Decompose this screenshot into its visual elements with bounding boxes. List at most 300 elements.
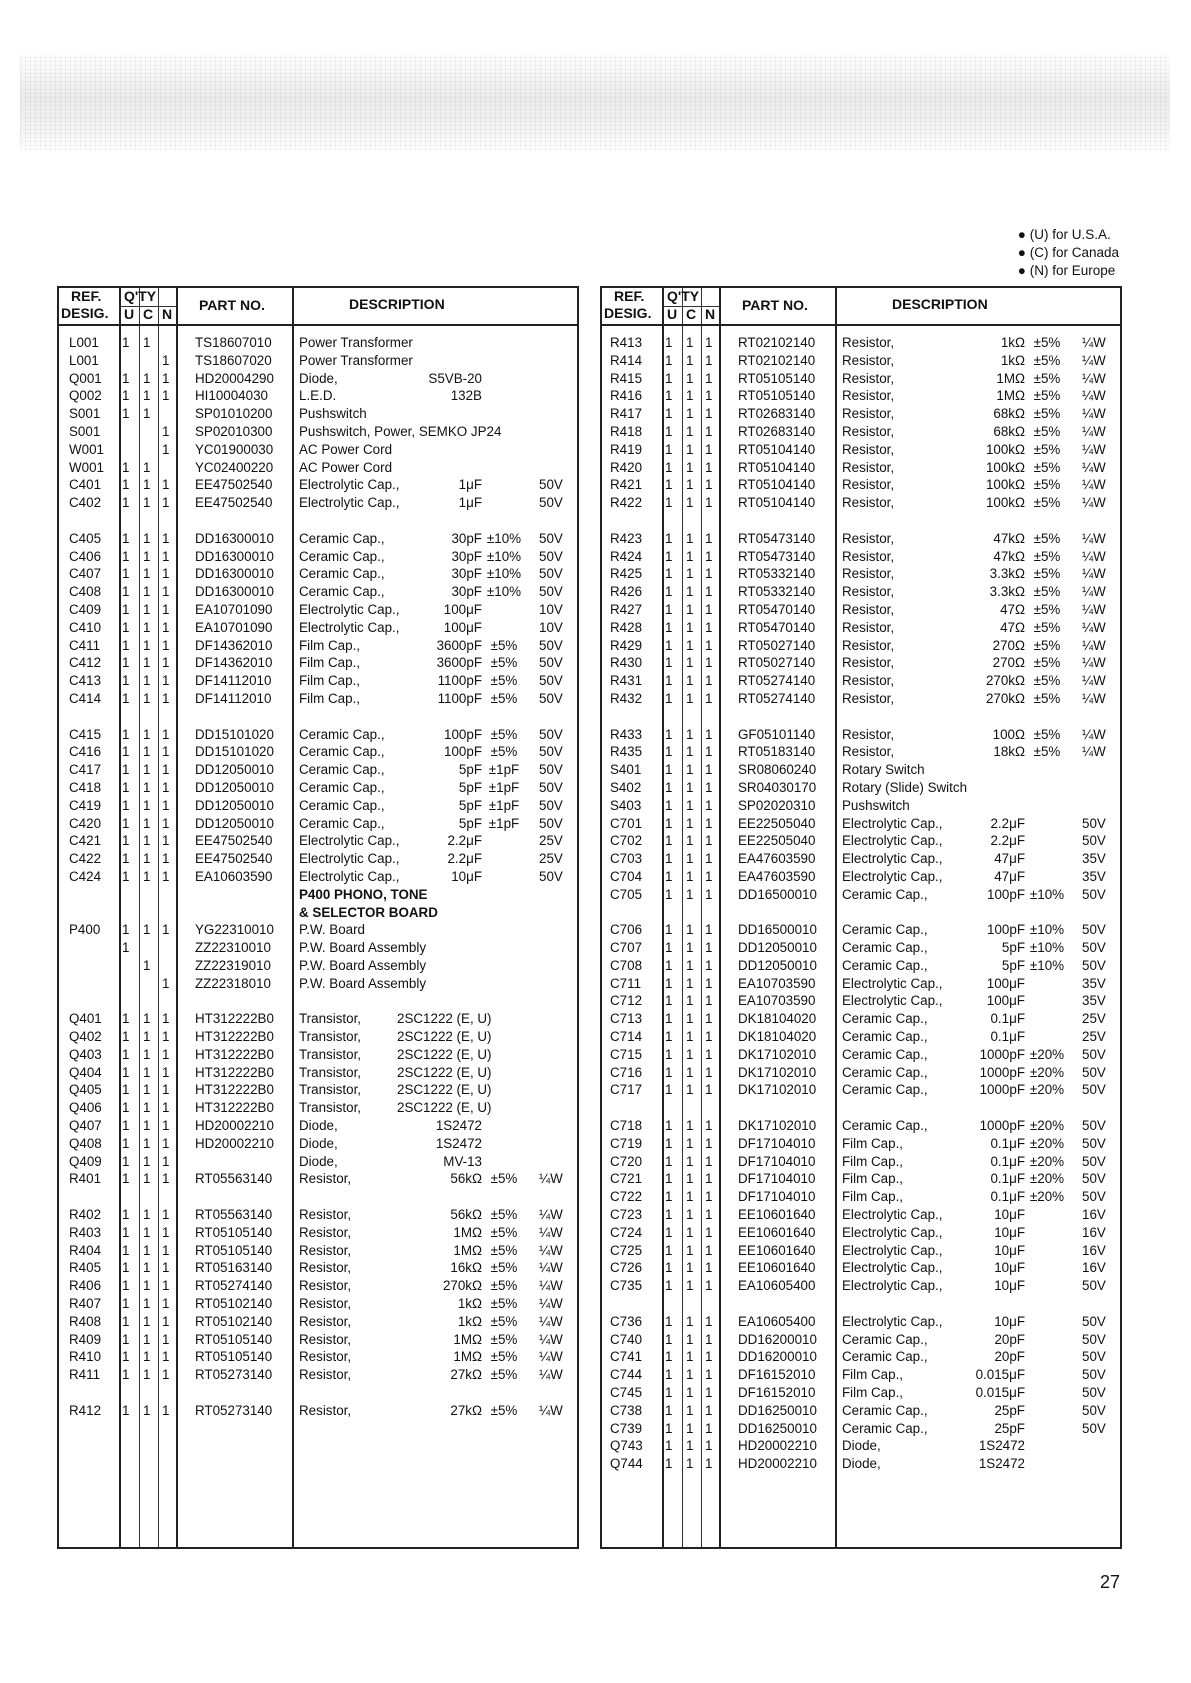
description: Electrolytic Cap.,: [842, 1278, 943, 1294]
rating: ¼W: [1082, 335, 1106, 350]
tolerance: ±5%: [490, 1349, 518, 1365]
description: Electrolytic Cap.,: [299, 833, 400, 849]
qty-u: 1: [122, 1064, 130, 1080]
value: 5pF: [458, 779, 482, 795]
part-number: RT05102140: [195, 1296, 273, 1312]
value: 10μF: [994, 1224, 1025, 1240]
rating: ¼W: [1082, 637, 1106, 653]
part-number: RT05105140: [195, 1242, 273, 1258]
value: 20pF: [994, 1349, 1025, 1365]
qty-c: 1: [686, 619, 694, 635]
table-row: [602, 886, 1120, 904]
qty-n: 1: [162, 1029, 170, 1045]
qty-c: 1: [686, 352, 694, 368]
table-row: [602, 1455, 1120, 1473]
qty-u: 1: [665, 1189, 673, 1205]
value: 0.1μF: [990, 1153, 1025, 1169]
rating: 50V: [1082, 1349, 1106, 1365]
qty-u: 1: [122, 530, 130, 546]
qty-c: 1: [686, 1189, 694, 1205]
rating: ¼W: [1082, 406, 1106, 422]
table-row: [602, 1081, 1120, 1099]
tolerance: ±5%: [490, 1331, 518, 1347]
value: 47Ω: [1000, 619, 1025, 635]
rating: 50V: [1082, 815, 1106, 831]
part-number: DD12050010: [195, 762, 274, 778]
qty-u: 1: [122, 459, 130, 475]
part-number: RT05332140: [738, 584, 816, 600]
ref-desig: C701: [610, 815, 643, 831]
description: Ceramic Cap.,: [842, 1064, 928, 1080]
description: Film Cap.,: [299, 655, 361, 671]
qty-n: 1: [705, 1171, 713, 1187]
tolerance: ±1pF: [488, 797, 520, 813]
rating: 50V: [539, 797, 563, 813]
qty-u: 1: [122, 1296, 130, 1312]
table-row: [59, 441, 577, 459]
qty-c: 1: [686, 1224, 694, 1240]
ref-desig: R427: [610, 601, 643, 617]
qty-n: 1: [705, 744, 713, 760]
tolerance: ±20%: [1029, 1046, 1065, 1062]
table-row: [602, 726, 1120, 744]
qty-n: 1: [162, 868, 170, 884]
qty-n: 1: [162, 1064, 170, 1080]
value: 2SC1222 (E, U): [397, 1100, 492, 1116]
value: 0.015μF: [975, 1385, 1025, 1401]
rating: ¼W: [1082, 477, 1106, 493]
description: Film Cap.,: [842, 1171, 904, 1187]
table-row: [59, 726, 577, 744]
rating: 50V: [1082, 1118, 1106, 1134]
part-number: RT05332140: [738, 566, 816, 582]
qty-n: 1: [705, 1331, 713, 1347]
left-rows: [59, 334, 577, 1420]
qty-n: 1: [705, 868, 713, 884]
value: 270kΩ: [985, 690, 1025, 706]
qty-u: 1: [665, 744, 673, 760]
qty-n: 1: [705, 584, 713, 600]
qty-c: 1: [686, 1313, 694, 1329]
ref-desig: C410: [69, 619, 102, 635]
part-number: EE47502540: [195, 477, 273, 493]
qty-u: 1: [665, 1438, 673, 1454]
qty-u: 1: [665, 1046, 673, 1062]
description: Electrolytic Cap.,: [299, 619, 400, 635]
qty-c: 1: [143, 1011, 151, 1027]
value: 0.1μF: [990, 1189, 1025, 1205]
part-number: EE10601640: [738, 1224, 816, 1240]
qty-n: 1: [162, 744, 170, 760]
qty-c: 1: [143, 1171, 151, 1187]
qty-u: 1: [122, 655, 130, 671]
tolerance: ±5%: [490, 1313, 518, 1329]
ref-desig: S402: [610, 779, 642, 795]
part-number: RT05473140: [738, 548, 816, 564]
qty-u: 1: [122, 1367, 130, 1383]
section-heading: [59, 886, 577, 904]
description: Electrolytic Cap.,: [842, 851, 943, 867]
qty-u: 1: [665, 441, 673, 457]
qty-c: 1: [143, 1367, 151, 1383]
ref-desig: C702: [610, 833, 643, 849]
part-number: EA10605400: [738, 1313, 816, 1329]
qty-u: 1: [665, 655, 673, 671]
qty-n: 1: [705, 1313, 713, 1329]
description: Resistor,: [842, 459, 895, 475]
value: 30pF: [451, 566, 482, 582]
description: Resistor,: [299, 1313, 352, 1329]
description: Resistor,: [842, 370, 895, 386]
part-number: DF14362010: [195, 637, 273, 653]
description: Electrolytic Cap.,: [299, 495, 400, 511]
qty-u: 1: [122, 779, 130, 795]
qty-n: 1: [162, 1082, 170, 1098]
part-number: RT05105140: [195, 1224, 273, 1240]
description: Ceramic Cap.,: [842, 1118, 928, 1134]
part-number: HD20002210: [738, 1456, 817, 1472]
table-row: [59, 1135, 577, 1153]
ref-desig: C713: [610, 1011, 643, 1027]
qty-n: 1: [162, 690, 170, 706]
qty-c: 1: [686, 922, 694, 938]
qty-n: 1: [162, 762, 170, 778]
description: Film Cap.,: [842, 1367, 904, 1383]
ref-desig: L001: [69, 352, 99, 368]
table-row: [602, 1206, 1120, 1224]
qty-n: 1: [162, 655, 170, 671]
value: 1S2472: [978, 1438, 1025, 1454]
qty-u: 1: [665, 352, 673, 368]
description: Resistor,: [299, 1367, 352, 1383]
table-row: [602, 1259, 1120, 1277]
tolerance: ±10%: [1029, 957, 1065, 973]
tolerance: ±10%: [486, 530, 522, 546]
qty-c: 1: [686, 584, 694, 600]
qty-u: 1: [122, 637, 130, 653]
tolerance: ±5%: [490, 1367, 518, 1383]
table-row: [602, 441, 1120, 459]
qty-u: 1: [665, 851, 673, 867]
rating: ¼W: [539, 1278, 563, 1294]
ref-desig: R402: [69, 1207, 102, 1223]
rating: 50V: [1082, 1402, 1106, 1418]
qty-u: 1: [122, 1207, 130, 1223]
ref-desig: R429: [610, 637, 643, 653]
qty-c: 1: [686, 1456, 694, 1472]
ref-desig: R412: [69, 1402, 102, 1418]
value: 56kΩ: [450, 1207, 482, 1223]
description: Transistor,: [299, 1064, 362, 1080]
rating: 50V: [539, 726, 563, 742]
description: Film Cap.,: [299, 673, 361, 689]
qty-n: 1: [705, 673, 713, 689]
qty-u: 1: [665, 601, 673, 617]
part-number: RT05273140: [195, 1402, 273, 1418]
rating: 50V: [1082, 957, 1106, 973]
qty-n: 1: [162, 1402, 170, 1418]
table-row: [602, 1242, 1120, 1260]
tolerance: ±5%: [1033, 459, 1061, 475]
value: 270kΩ: [985, 673, 1025, 689]
qty-n: 1: [162, 530, 170, 546]
ref-desig: S403: [610, 797, 642, 813]
qty-c: 1: [143, 797, 151, 813]
qty-c: 1: [686, 779, 694, 795]
value: S5VB-20: [428, 370, 482, 386]
value: 56kΩ: [450, 1171, 482, 1187]
ref-desig: C712: [610, 993, 643, 1009]
rating: ¼W: [1082, 601, 1106, 617]
rating: 50V: [1082, 1046, 1106, 1062]
qty-n: 1: [162, 1313, 170, 1329]
qty-c: 1: [686, 1118, 694, 1134]
tolerance: ±5%: [490, 1296, 518, 1312]
table-row: [59, 761, 577, 779]
qty-c: 1: [143, 690, 151, 706]
qty-u: 1: [122, 335, 130, 350]
qty-c: 1: [686, 637, 694, 653]
table-row: [602, 708, 1120, 726]
qty-n: 1: [705, 566, 713, 582]
ref-desig: C703: [610, 851, 643, 867]
description: Resistor,: [299, 1242, 352, 1258]
part-number: RT05183140: [738, 744, 816, 760]
table-row: [602, 1117, 1120, 1135]
value: 100μF: [443, 619, 482, 635]
table-row: [602, 548, 1120, 566]
part-number: DF17104010: [738, 1189, 816, 1205]
part-number: HT312222B0: [195, 1046, 274, 1062]
qty-n: 1: [162, 1207, 170, 1223]
table-row: [59, 370, 577, 388]
description: Film Cap.,: [842, 1135, 904, 1151]
value: 5pF: [458, 815, 482, 831]
qty-u: 1: [665, 637, 673, 653]
qty-n: 1: [162, 797, 170, 813]
ref-desig: C738: [610, 1402, 643, 1418]
table-row: [59, 779, 577, 797]
part-number: SR08060240: [738, 762, 817, 778]
ref-desig: R409: [69, 1331, 102, 1347]
description: Electrolytic Cap.,: [842, 1313, 943, 1329]
part-number: DD12050010: [738, 940, 817, 956]
part-number: DD15101020: [195, 726, 274, 742]
rating: 50V: [1082, 833, 1106, 849]
part-number: DD16300010: [195, 548, 274, 564]
qty-c: 1: [686, 744, 694, 760]
description: Resistor,: [842, 744, 895, 760]
rating: 50V: [539, 548, 563, 564]
part-number: RT05274140: [738, 673, 816, 689]
qty-u: 1: [665, 833, 673, 849]
part-number: EA10701090: [195, 619, 273, 635]
rating: 50V: [1082, 1135, 1106, 1151]
qty-c: 1: [143, 388, 151, 404]
value: 20pF: [994, 1331, 1025, 1347]
qty-n: 1: [705, 388, 713, 404]
ref-desig: C706: [610, 922, 643, 938]
qty-u: 1: [665, 335, 673, 350]
rating: ¼W: [1082, 441, 1106, 457]
description: Ceramic Cap.,: [299, 779, 385, 795]
qty-c: 1: [686, 726, 694, 742]
table-row: [602, 743, 1120, 761]
qty-c: 1: [686, 797, 694, 813]
ref-desig: R419: [610, 441, 643, 457]
rating: 35V: [1082, 851, 1106, 867]
qty-u: 1: [122, 1118, 130, 1134]
qty-u: 1: [122, 1135, 130, 1151]
tolerance: ±5%: [490, 690, 518, 706]
header-desig: DESIG.: [61, 305, 109, 321]
section-heading: [59, 904, 577, 922]
qty-c: 1: [143, 1296, 151, 1312]
part-number: DF17104010: [738, 1171, 816, 1187]
header-qty: Q'TY: [667, 288, 700, 304]
qty-u: 1: [665, 566, 673, 582]
qty-u: 1: [122, 601, 130, 617]
qty-u: 1: [665, 530, 673, 546]
qty-n: 1: [705, 335, 713, 350]
table-row: [602, 1224, 1120, 1242]
rating: ¼W: [1082, 726, 1106, 742]
page-number: 27: [1100, 1572, 1121, 1592]
ref-desig: C725: [610, 1242, 643, 1258]
rating: ¼W: [539, 1296, 563, 1312]
qty-c: 1: [686, 495, 694, 511]
rating: ¼W: [1082, 495, 1106, 511]
table-row: [59, 1402, 577, 1420]
part-number: YC02400220: [195, 459, 274, 475]
table-header: [59, 288, 577, 326]
rating: ¼W: [1082, 744, 1106, 760]
qty-c: 1: [143, 1029, 151, 1045]
qty-n: 1: [162, 1367, 170, 1383]
part-number: RT05274140: [195, 1278, 273, 1294]
legend-canada: ● (C) for Canada: [1017, 245, 1119, 260]
qty-u: 1: [122, 548, 130, 564]
tolerance: ±20%: [1029, 1064, 1065, 1080]
ref-desig: C722: [610, 1189, 643, 1205]
value: 1kΩ: [457, 1296, 482, 1312]
rating: 50V: [539, 566, 563, 582]
qty-c: 1: [143, 530, 151, 546]
tolerance: ±5%: [490, 726, 518, 742]
qty-u: 1: [665, 922, 673, 938]
qty-c: 1: [686, 957, 694, 973]
ref-desig: Q403: [69, 1046, 102, 1062]
part-number: HD20002210: [738, 1438, 817, 1454]
part-number: DK17102010: [738, 1046, 817, 1062]
ref-desig: C711: [610, 975, 642, 991]
part-number: RT02683140: [738, 406, 816, 422]
ref-desig: C415: [69, 726, 102, 742]
table-row: [59, 957, 577, 975]
qty-c: 1: [143, 1118, 151, 1134]
part-number: EA10703590: [738, 975, 816, 991]
table-row: [59, 1153, 577, 1171]
part-number: RT05104140: [738, 441, 816, 457]
table-row: [59, 1366, 577, 1384]
qty-c: 1: [686, 690, 694, 706]
header-qty: Q'TY: [124, 288, 157, 304]
value: 1S2472: [978, 1456, 1025, 1472]
qty-n: 1: [162, 1278, 170, 1294]
qty-c: 1: [143, 459, 151, 475]
ref-desig: R413: [610, 335, 643, 350]
part-number: SP02010300: [195, 423, 273, 439]
qty-u: 1: [122, 1349, 130, 1365]
value: 100μF: [986, 975, 1025, 991]
rating: ¼W: [1082, 655, 1106, 671]
qty-u: 1: [665, 1153, 673, 1169]
qty-c: 1: [686, 566, 694, 582]
table-row: [59, 797, 577, 815]
rating: ¼W: [1082, 423, 1106, 439]
description: Ceramic Cap.,: [299, 726, 385, 742]
ref-desig: R414: [610, 352, 643, 368]
table-row: [59, 1242, 577, 1260]
qty-u: 1: [122, 762, 130, 778]
header-u: U: [124, 306, 135, 322]
ref-desig: W001: [69, 459, 104, 475]
description: Resistor,: [842, 655, 895, 671]
qty-c: 1: [143, 637, 151, 653]
qty-u: 1: [665, 886, 673, 902]
qty-c: 1: [143, 1278, 151, 1294]
qty-u: 1: [665, 1402, 673, 1418]
part-number: DD15101020: [195, 744, 274, 760]
qty-n: 1: [162, 1260, 170, 1276]
ref-desig: Q402: [69, 1029, 102, 1045]
ref-desig: C416: [69, 744, 102, 760]
parts-table-right: [600, 286, 1122, 1549]
ref-desig: C418: [69, 779, 102, 795]
qty-n: 1: [705, 495, 713, 511]
header-desig: DESIG.: [604, 305, 652, 321]
qty-c: 1: [686, 1260, 694, 1276]
qty-n: 1: [705, 1349, 713, 1365]
table-row: [59, 387, 577, 405]
part-number: EE22505040: [738, 815, 816, 831]
qty-u: 1: [665, 1082, 673, 1098]
value: 47μF: [994, 868, 1025, 884]
qty-u: 1: [122, 619, 130, 635]
value: 2.2μF: [447, 851, 482, 867]
value: MV-13: [443, 1153, 482, 1169]
qty-c: 1: [686, 1171, 694, 1187]
table-row: [59, 939, 577, 957]
rating: 35V: [1082, 975, 1106, 991]
qty-c: 1: [143, 1100, 151, 1116]
table-row: [59, 1295, 577, 1313]
table-row: [602, 1384, 1120, 1402]
part-number: HT312222B0: [195, 1100, 274, 1116]
part-number: RT02102140: [738, 352, 816, 368]
ref-desig: C716: [610, 1064, 643, 1080]
qty-u: 1: [665, 1207, 673, 1223]
part-number: DF16152010: [738, 1367, 816, 1383]
value: 10μF: [994, 1260, 1025, 1276]
part-number: DF17104010: [738, 1153, 816, 1169]
table-row: [602, 405, 1120, 423]
tolerance: ±5%: [1033, 495, 1061, 511]
description: Electrolytic Cap.,: [842, 1260, 943, 1276]
description: Resistor,: [299, 1224, 352, 1240]
table-row: [602, 921, 1120, 939]
ref-desig: R407: [69, 1296, 102, 1312]
